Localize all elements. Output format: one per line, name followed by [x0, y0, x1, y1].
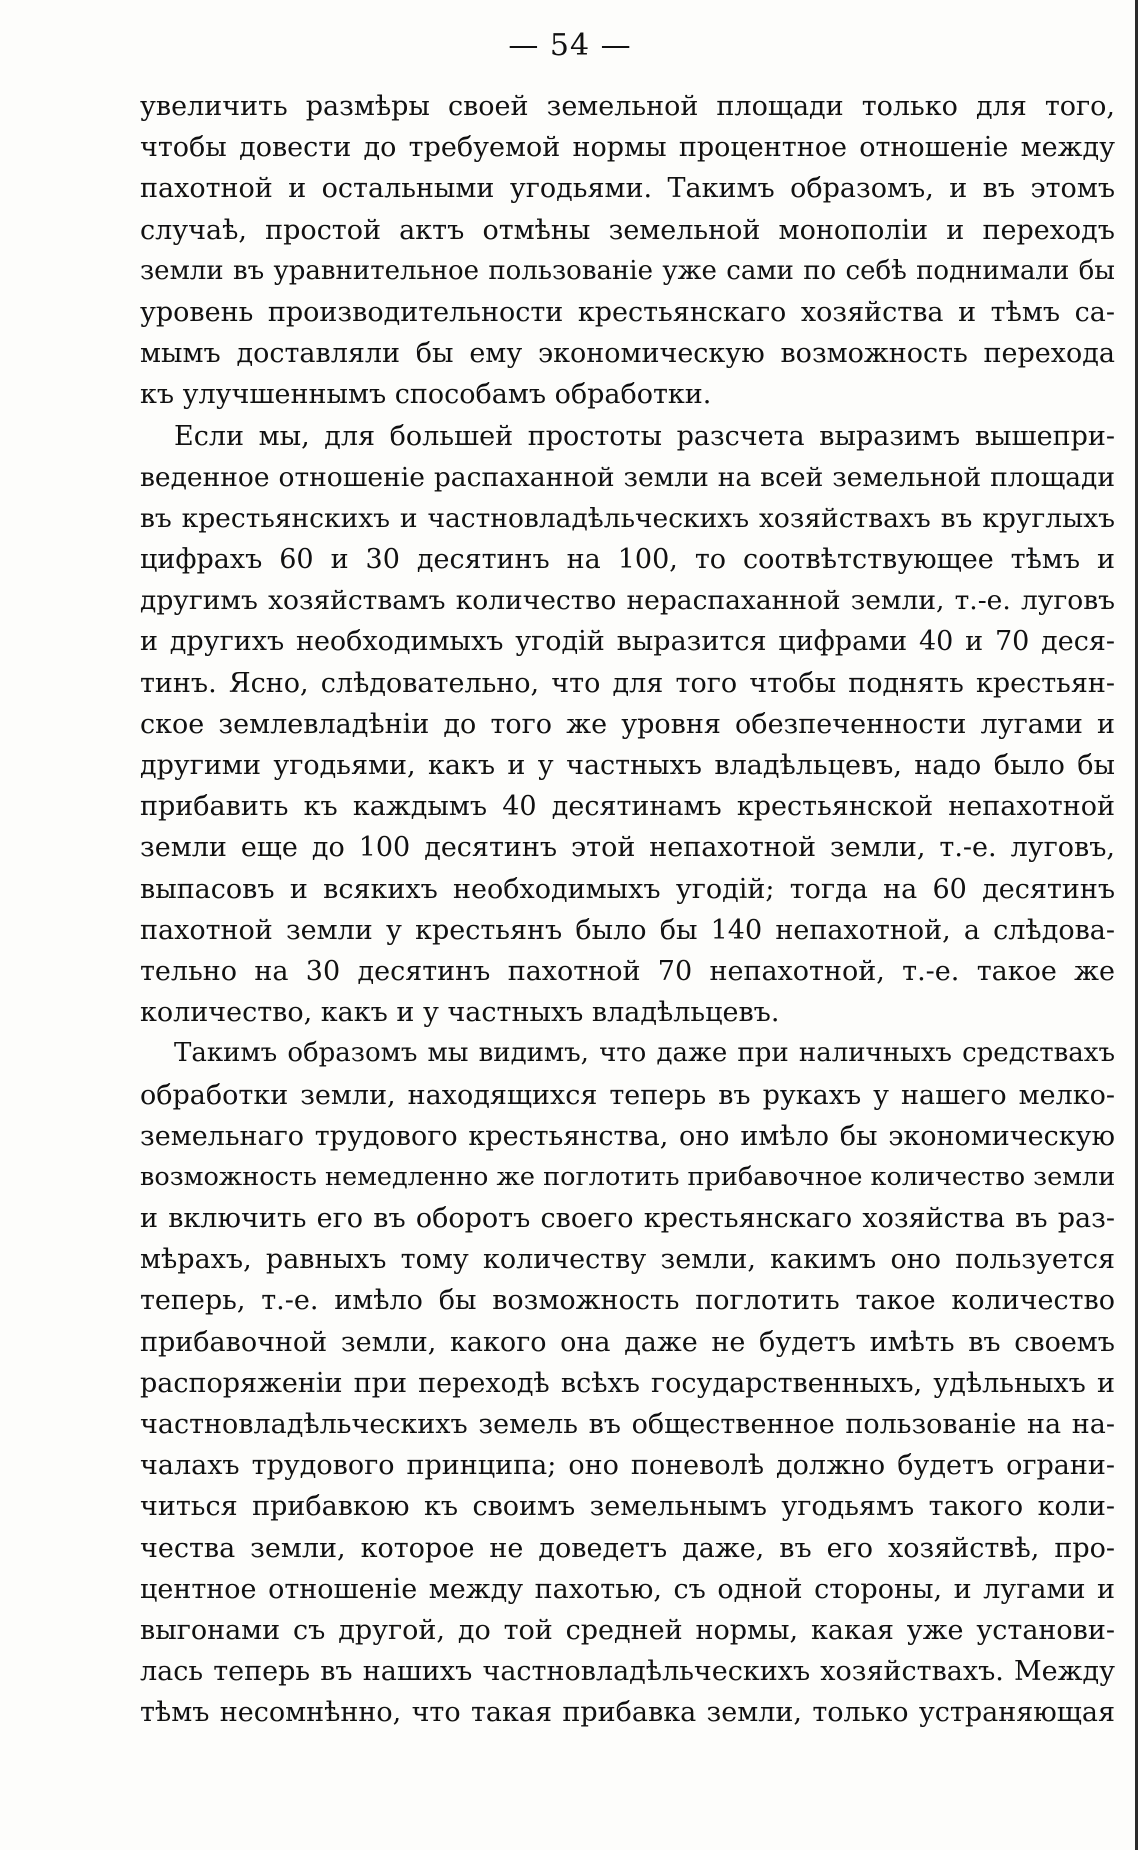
page-edge-divider — [1135, 0, 1138, 1850]
text-line: цифрахъ 60 и 30 десятинъ на 100, то соотвѣтствующее тѣмъ и — [140, 544, 1115, 576]
text-line: пахотной и остальными угодьями. Такимъ образомъ, и въ этомъ — [140, 173, 1115, 205]
text-line: мѣрахъ, равныхъ тому количеству земли, какимъ оно пользуется — [140, 1244, 1115, 1276]
text-line: распоряженіи при переходѣ всѣхъ государственныхъ, удѣльныхъ и — [140, 1367, 1115, 1399]
text-line: случаѣ, простой актъ отмѣны земельной монополіи и переходъ — [140, 214, 1115, 246]
text-line: прибавить къ каждымъ 40 десятинамъ крестьянской непахотной — [140, 791, 1115, 823]
text-line: мымъ доставляли бы ему экономическую возможность перехода — [140, 338, 1115, 370]
text-line: количество, какъ и у частныхъ владѣльцевъ. — [140, 997, 780, 1029]
text-line: выпасовъ и всякихъ необходимыхъ угодій; тогда на 60 десятинъ — [140, 873, 1115, 905]
text-line: ское землевладѣніи до того же уровня обезпеченности лугами и — [140, 708, 1115, 740]
text-line: увеличить размѣры своей земельной площади только для того, — [140, 91, 1115, 122]
text-line: читься прибавкою къ своимъ земельнымъ угодьямъ такого коли- — [140, 1491, 1115, 1523]
text-line: и другихъ необходимыхъ угодій выразится цифрами 40 и 70 деся- — [140, 626, 1115, 658]
text-line: выгонами съ другой, до той средней нормы, какая уже установи- — [140, 1614, 1115, 1646]
text-line: земли еще до 100 десятинъ этой непахотной земли, т.-е. луговъ, — [140, 832, 1115, 864]
body-text — [140, 86, 1115, 1734]
text-line: лась теперь въ нашихъ частновладѣльческихъ хозяйствахъ. Между — [140, 1656, 1115, 1688]
text-line: чалахъ трудового принципа; оно поневолѣ должно будетъ ограни- — [140, 1450, 1115, 1482]
text-line: центное отношеніе между пахотью, съ одной стороны, и лугами и — [140, 1573, 1115, 1605]
text-line: земельнаго трудового крестьянства, оно имѣло бы экономическую — [140, 1120, 1115, 1152]
text-line: тельно на 30 десятинъ пахотной 70 непахотной, т.-е. такое же — [140, 955, 1115, 987]
text-line: веденное отношеніе распаханной земли на всей земельной площади — [140, 461, 1115, 493]
text-line: пахотной земли у крестьянъ было бы 140 непахотной, а слѣдова- — [140, 914, 1115, 946]
text-line: уровень производительности крестьянскаго хозяйства и тѣмъ са- — [140, 296, 1115, 328]
text-line: въ крестьянскихъ и частновладѣльческихъ хозяйствахъ въ круглыхъ — [140, 502, 1115, 534]
text-line: обработки земли, находящихся теперь въ рукахъ у нашего мелко- — [140, 1079, 1115, 1111]
text-line: Если мы, для большей простоты разсчета выразимъ вышепри- — [174, 420, 1115, 452]
text-line: къ улучшеннымъ способамъ обработки. — [140, 379, 712, 411]
text-line: теперь, т.-е. имѣло бы возможность поглотить такое количество — [140, 1285, 1115, 1317]
text-line: возможность немедленно же поглотить прибавочное количество земли — [140, 1161, 1116, 1192]
text-line: прибавочной земли, какого она даже не будетъ имѣть въ своемъ — [140, 1326, 1115, 1358]
text-line: и включить его въ оборотъ своего крестьянскаго хозяйства въ раз- — [140, 1203, 1115, 1235]
text-line: частновладѣльческихъ земель въ общественное пользованіе на на- — [140, 1409, 1115, 1440]
text-line: земли въ уравнительное пользованіе уже сами по себѣ поднимали бы — [140, 255, 1115, 286]
text-line: другимъ хозяйствамъ количество нераспаханной земли, т.-е. луговъ — [140, 585, 1115, 617]
text-line: тинъ. Ясно, слѣдовательно, что для того чтобы поднять крестьян- — [140, 667, 1115, 699]
text-line: чества земли, которое не доведетъ даже, въ его хозяйствѣ, про- — [140, 1532, 1115, 1564]
text-line: другими угодьями, какъ и у частныхъ владѣльцевъ, надо было бы — [140, 750, 1115, 781]
page-number: — 54 — — [508, 28, 632, 63]
text-line: чтобы довести до требуемой нормы процентное отношеніе между — [140, 132, 1115, 164]
text-line: тѣмъ несомнѣнно, что такая прибавка земли, только устраняющая — [140, 1697, 1115, 1729]
text-line: Такимъ образомъ мы видимъ, что даже при наличныхъ средствахъ — [174, 1038, 1115, 1069]
